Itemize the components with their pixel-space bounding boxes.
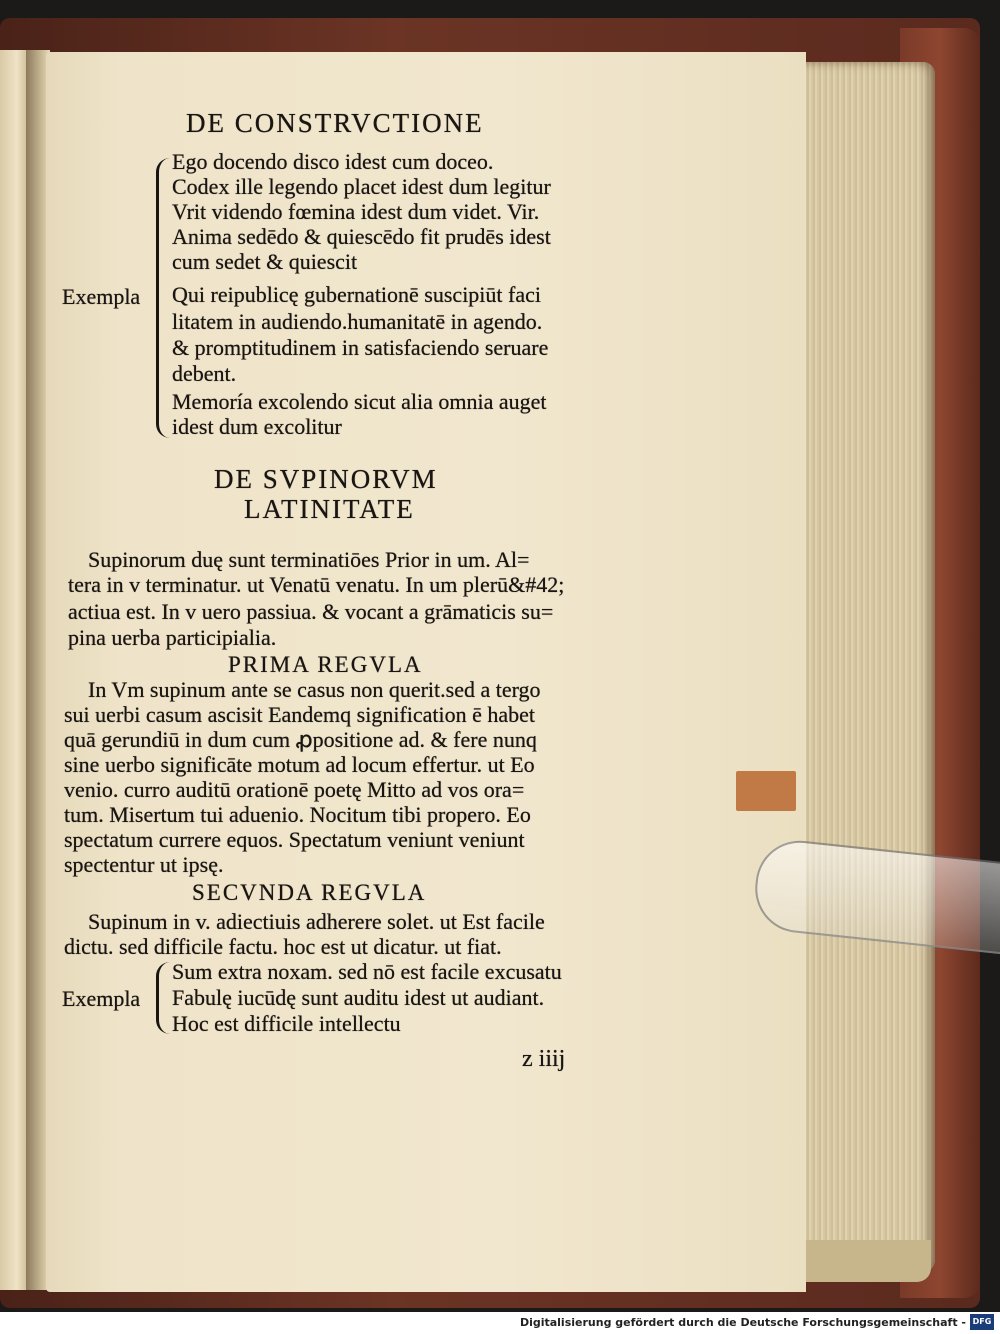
body-line: sui uerbi casum ascisit Eandemq signification ē habet [64, 702, 536, 727]
dfg-logo: DFG [970, 1314, 994, 1330]
body-line: Supinorum duę sunt terminatiōes Prior in um. Al= [88, 547, 530, 572]
body-line: Supinum in v. adiectiuis adherere solet. ut Est facile [88, 909, 545, 934]
exempla-line: Fabulę iucūdę sunt auditu idest ut audiant. [172, 985, 545, 1010]
body-line: sine uerbo significāte motum ad locum effertur. ut Eo [64, 752, 535, 777]
exempla-line: Anima sedēdo & quiescēdo fit prudēs idest [172, 224, 551, 249]
exempla-line: cum sedet & quiescit [172, 249, 358, 274]
running-header: DE CONSTRVCTIONE [186, 108, 484, 138]
page-edges [800, 62, 935, 1272]
exempla-line: Memoría excolendo sicut alia omnia auget [172, 389, 547, 414]
exempla-line: Ego docendo disco idest cum doceo. [172, 149, 494, 174]
body-line: tum. Misertum tui aduenio. Nocitum tibi propero. Eo [64, 802, 531, 827]
facing-page-edge [0, 50, 28, 1290]
bookmark-tab [736, 771, 796, 811]
exempla-line: Vrit videndo fœmina idest dum videt. Vir. [172, 199, 540, 224]
brace [156, 962, 171, 1034]
body-line: dictu. sed difficile factu. hoc est ut dicatur. ut fiat. [64, 934, 502, 959]
body-line: venio. curro auditū orationē poetę Mitto ad vos ora= [64, 777, 525, 802]
exempla-line: Sum extra noxam. sed nō est facile excusatu [172, 959, 562, 984]
section-title: LATINITATE [244, 494, 415, 524]
body-line: spectentur ut ipsę. [64, 852, 224, 877]
page-edges-foot [806, 1240, 931, 1282]
exempla-line: Hoc est difficile intellectu [172, 1011, 401, 1036]
exempla-line: Qui reipublicę gubernationē suscipiūt faci [172, 282, 541, 307]
signature-mark: z iiij [522, 1046, 566, 1072]
body-line: quā gerundiū in dum cum ꝓpositione ad. & fere nunq [64, 727, 537, 752]
body-line: In Vm supinum ante se casus non querit.sed a tergo [88, 677, 541, 702]
rule-title: PRIMA REGVLA [228, 652, 423, 677]
body-line: tera in v terminatur. ut Venatū venatu. In um plerū&#42; [68, 572, 565, 597]
body-line: pina uerba participialia. [68, 625, 277, 650]
brace [156, 158, 173, 438]
exempla-label: Exempla [62, 284, 141, 309]
exempla-line: & promptitudinem in satisfaciendo seruare [172, 335, 549, 360]
exempla-line: Codex ille legendo placet idest dum legitur [172, 174, 551, 199]
section-title: DE SVPINORVM [214, 464, 438, 494]
exempla-line: debent. [172, 361, 237, 386]
footer-credit: Digitalisierung gefördert durch die Deutsche Forschungsgemeinschaft - [519, 1316, 966, 1329]
body-line: actiua est. In v uero passiua. & vocant a grāmaticis su= [68, 599, 554, 624]
footer-bar [0, 1312, 1000, 1334]
rule-title: SECVNDA REGVLA [192, 880, 427, 905]
exempla-line: litatem in audiendo.humanitatē in agendo. [172, 309, 543, 334]
body-line: spectatum currere equos. Spectatum veniunt veniunt [64, 827, 525, 852]
exempla-label: Exempla [62, 986, 141, 1011]
exempla-line: idest dum excolitur [172, 414, 342, 439]
